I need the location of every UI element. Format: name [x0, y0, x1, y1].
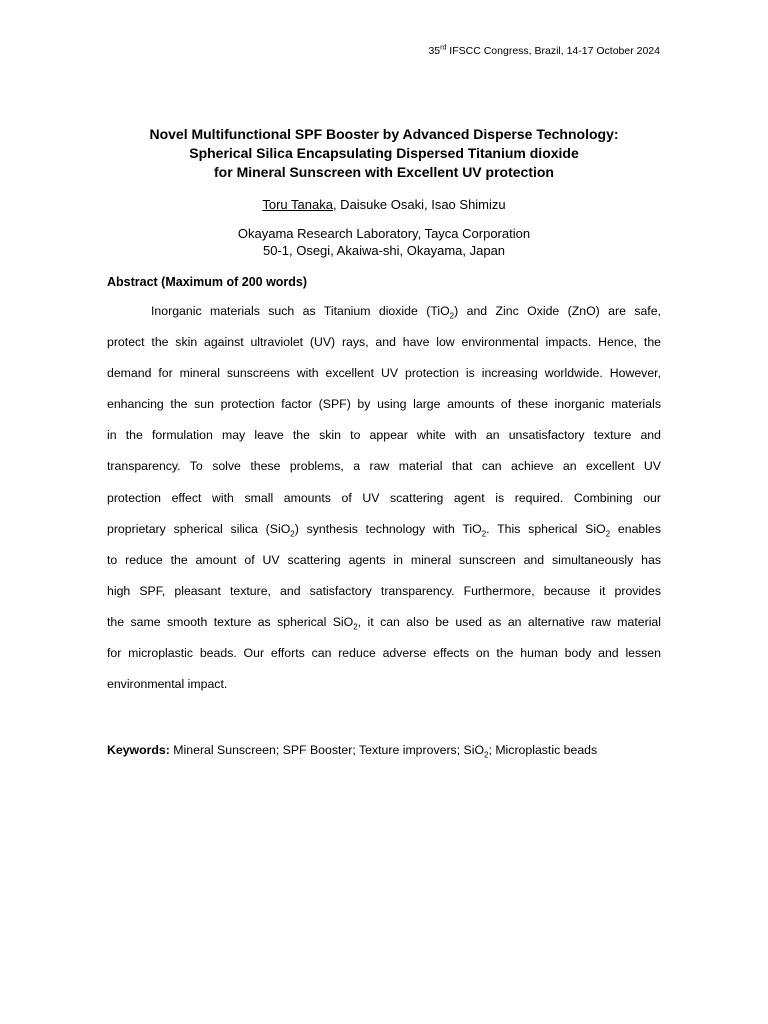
abstract-line: protection effect with small amounts of UV scattering agent is required. Combining our — [107, 490, 661, 505]
abstract-line — [107, 614, 661, 645]
keywords-label: Keywords: — [107, 743, 170, 757]
abstract-line: demand for mineral sunscreens with excellent UV protection is increasing worldwide. However, — [107, 366, 661, 381]
title-line-1: Novel Multifunctional SPF Booster by Advanced Disperse Technology: — [149, 126, 619, 142]
keywords — [107, 742, 597, 758]
abstract-text: , it can also be used as an alternative raw material — [357, 614, 661, 629]
abstract-text: ) synthesis technology with TiO — [294, 521, 482, 536]
title-line-2: Spherical Silica Encapsulating Dispersed Titanium dioxide — [189, 145, 579, 161]
affiliation-institution: Okayama Research Laboratory, Tayca Corporation — [237, 226, 531, 241]
abstract-heading: Abstract (Maximum of 200 words) — [107, 275, 308, 289]
affiliation-address: 50-1, Osegi, Akaiwa-shi, Okayama, Japan — [262, 243, 506, 258]
subscript: 2 — [353, 622, 358, 632]
abstract-line: protect the skin against ultraviolet (UV) rays, and have low environmental impacts. Hence, the — [107, 335, 661, 350]
author-list — [100, 197, 668, 213]
congress-details: IFSCC Congress, Brazil, 14-17 October 2024 — [446, 45, 660, 57]
subscript: 2 — [290, 529, 295, 539]
abstract-line: transparency. To solve these problems, a raw material that can achieve an excellent UV — [107, 459, 661, 474]
abstract-line: to reduce the amount of UV scattering agents in mineral sunscreen and simultaneously has — [107, 552, 661, 567]
title-line-3: for Mineral Sunscreen with Excellent UV protection — [214, 164, 554, 180]
abstract-text: Inorganic materials such as Titanium dioxide (TiO — [151, 304, 450, 318]
affiliation — [100, 225, 668, 259]
subscript: 2 — [481, 529, 487, 539]
abstract-text: the same smooth texture as spherical SiO — [107, 614, 354, 629]
congress-ordinal-suffix: rd — [440, 44, 447, 52]
abstract-line — [107, 521, 661, 552]
abstract-line — [107, 303, 661, 334]
abstract-line: environmental impact. — [107, 677, 228, 692]
paper-title — [100, 125, 668, 182]
abstract-line: high SPF, pleasant texture, and satisfactory transparency. Furthermore, because it provides — [107, 583, 661, 598]
abstract-line: in the formulation may leave the skin to appear white with an unsatisfactory texture and — [107, 428, 661, 443]
abstract-text: ) and Zinc Oxide (ZnO) are safe, — [454, 304, 661, 318]
subscript: 2 — [449, 311, 455, 321]
presenting-author: Toru Tanaka — [262, 197, 333, 212]
congress-header — [428, 44, 660, 58]
abstract-body — [107, 303, 661, 707]
abstract-text: . This spherical SiO — [486, 521, 606, 536]
abstract-text: proprietary spherical silica (SiO — [107, 521, 291, 536]
congress-number: 35 — [428, 45, 441, 57]
keywords-text: Mineral Sunscreen; SPF Booster; Texture improvers; SiO — [169, 743, 485, 757]
abstract-line: enhancing the sun protection factor (SPF) by using large amounts of these inorganic materials — [107, 397, 661, 412]
abstract-line: for microplastic beads. Our efforts can reduce adverse effects on the human body and lessen — [107, 646, 661, 661]
subscript: 2 — [484, 750, 489, 760]
co-authors: , Daisuke Osaki, Isao Shimizu — [332, 197, 506, 212]
abstract-text: enables — [610, 521, 661, 536]
keywords-text: ; Microplastic beads — [488, 743, 598, 757]
subscript: 2 — [605, 529, 611, 539]
